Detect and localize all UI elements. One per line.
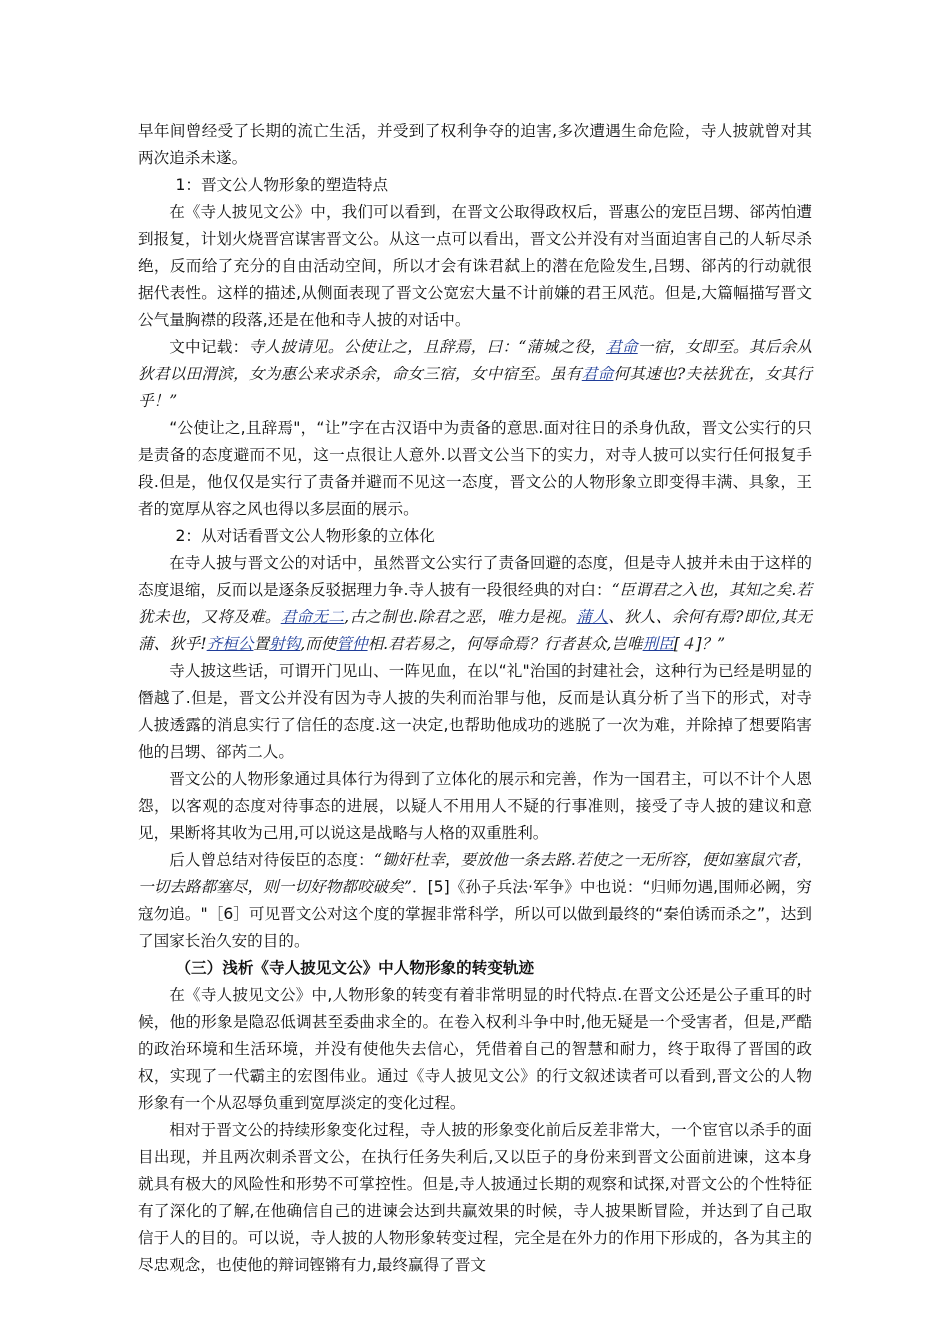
link-junming-1[interactable]: 君命 [605, 338, 638, 356]
link-puren[interactable]: 蒲人 [576, 608, 609, 626]
link-junming-wuer[interactable]: 君命无二 [280, 608, 345, 626]
quote-part: 何其速也?夫祛犹在，女其行乎！” [138, 365, 812, 410]
paragraph-transformation: 在《寺人披见文公》中,人物形象的转变有着非常明显的时代特点.在晋文公还是公子重耳的时候，他的形象是隐忍低调甚至委曲求全的。在卷入权利斗争中时,他无疑是一个受害者，但是,严酷的政治环境和生活环境，并没有使他失去信心，凭借着自己的智慧和耐力，终于取得了晋国的政权，实现了一代霸主的宏图伟业。通过《寺人披见文公》的行文叙述读者可以看到,晋文公的人物形象有一个从忍辱负重到宽厚淡定的变化过程。 [138, 986, 812, 1112]
text-lead: 在寺人披与晋文公的对话中，虽然晋文公实行了责备回避的态度，但是寺人披并未由于这样的态度退缩，反而以是逐条反驳据理力争.寺人披有一段很经典的对白： [138, 554, 812, 599]
quote-part: 相.君若易之，何辱命焉？行者甚众,岂唯 [367, 635, 643, 653]
section-heading-3: （三）浅析《寺人披见文公》中人物形象的转变轨迹 [175, 959, 535, 977]
paragraph-shaping-features: 在《寺人披见文公》中，我们可以看到，在晋文公取得政权后，晋惠公的宠臣吕甥、郤芮怕遭到报复，计划火烧晋宫谋害晋文公。从这一点可以看出，晋文公并没有对当面迫害自己的人斩尽杀绝，反而给了充分的自由活动空间，所以才会有诛君弑上的潜在危险发生,吕甥、郤芮的行动就很据代表性。这样的描述,从侧面表现了晋文公宽宏大量不计前嫌的君王风范。但是,大篇幅描写晋文公气量胸襟的段落,还是在他和寺人披的对话中。 [138, 203, 812, 329]
link-junming-2[interactable]: 君命 [581, 365, 614, 383]
text-rest: ．[5]《孙子兵法·军争》中也说：“归师勿遇,围师必阙，穷寇勿追。"［6］可见晋文公对这个度的掌握非常科学，所以可以做到最终的“秦伯诱而杀之”，达到了国家长治久安的目的。 [138, 878, 812, 950]
subheading-1: 1：晋文公人物形象的塑造特点 [175, 176, 389, 194]
link-shegou[interactable]: 射钩 [269, 635, 301, 653]
quote-part: ,而使 [300, 635, 337, 653]
paragraph-dialogue [138, 550, 812, 658]
quote-part: 、狄人、余何有焉?即位,其无蒲、狄乎! [138, 608, 813, 653]
paragraph-continuation: 早年间曾经受了长期的流亡生活，并受到了权利争夺的迫害,多次遭遇生命危险，寺人披就曾对其两次追杀未遂。 [138, 122, 812, 167]
quote-part: ,古之制也.除君之恶，唯力是视。 [344, 608, 577, 626]
quote-part: “臣谓君之入也，其知之矣.若犹未也，又将及难。 [138, 581, 812, 626]
classical-quote: “锄奸杜幸，要放他一条去路.若使之一无所容，便如塞鼠穴者，一切去路都塞尽，则一切好物都咬破矣” [138, 851, 812, 896]
link-guanzhong[interactable]: 管仲 [336, 635, 368, 653]
link-xingchen[interactable]: 刑臣 [642, 635, 674, 653]
paragraph-rang-meaning: “公使让之,且辞焉"，“让”字在古汉语中为责备的意思.面对往日的杀身仇敌，晋文公实行的只是责备的态度避而不见，这一点很让人意外.以晋文公当下的实力，对寺人披可以实行任何报复手段.但是，他仅仅是实行了责备并避而不见这一态度，晋文公的人物形象立即变得丰满、具象，王者的宽厚从容之风也得以多层面的展示。 [138, 419, 812, 518]
link-qi-huangong[interactable]: 齐桓公 [206, 635, 254, 653]
text-lead: 后人曾总结对待佞臣的态度： [169, 851, 374, 869]
paragraph-image-3d: 晋文公的人物形象通过具体行为得到了立体化的展示和完善，作为一国君主，可以不计个人恩怨，以客观的态度对待事态的进展，以疑人不用用人不疑的行事准则，接受了寺人披的建议和意见，果断将其收为己用,可以说这是战略与人格的双重胜利。 [138, 770, 812, 842]
paragraph-text-record [138, 334, 812, 415]
paragraph-later-summary [138, 847, 812, 955]
paragraph-siren-pi-change: 相对于晋文公的持续形象变化过程，寺人披的形象变化前后反差非常大，一个宦官以杀手的面目出现，并且两次刺杀晋文公，在执行任务失利后,又以臣子的身份来到晋文公面前进谏，这本身就具有极大的风险性和形势不可掌控性。但是,寺人披通过长期的观察和试探,对晋文公的个性特征有了深化的了解,在他确信自己的进谏会达到共赢效果的时候，寺人披果断冒险，并达到了自己取信于人的目的。可以说，寺人披的人物形象转变过程，完全是在外力的作用下形成的，各为其主的尽忠观念，也使他的辩词铿锵有力,最终赢得了晋文 [138, 1121, 812, 1274]
document-page [138, 118, 812, 1279]
text-lead: 文中记载： [169, 338, 249, 356]
quote-part: [４]？” [673, 635, 726, 653]
paragraph-direct-speech: 寺人披这些话，可谓开门见山、一阵见血，在以“礼"治国的封建社会，这种行为已经是明显的僭越了.但是，晋文公并没有因为寺人披的失利而治罪与他，反而是认真分析了当下的形式，对寺人披透露的消息实行了信任的态度.这一决定,也帮助他成功的逃脱了一次为难，并除掉了想要陷害他的吕甥、郤芮二人。 [138, 662, 812, 761]
quote-part: 置 [253, 635, 270, 653]
quote-part: 一宿，女即至。其后余从狄君以田渭滨，女为惠公来求杀余，命女三宿，女中宿至。虽有 [138, 338, 813, 383]
quote-part: 寺人披请见。公使让之，且辞焉，曰：“蒲城之役， [248, 338, 606, 356]
subheading-2: 2：从对话看晋文公人物形象的立体化 [175, 527, 435, 545]
